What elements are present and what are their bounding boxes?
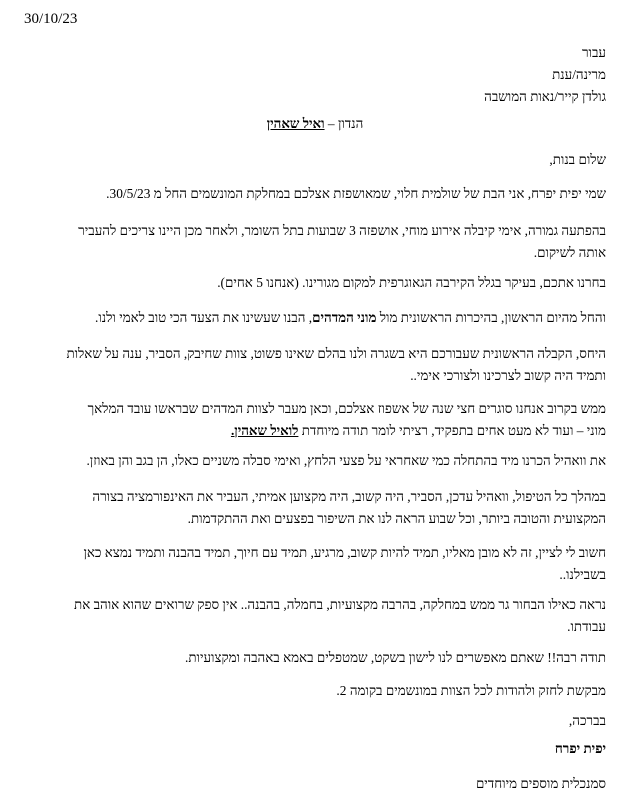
paragraph-thanks-line1: ממש בקרוב אנחנו סוגרים חצי שנה של אשפוז אצלכם, וכאן מעבר לצוות המדהים שבראשו עובד המלאך — [87, 401, 606, 416]
paragraph-important-line1: חשוב לי לציין, זה לא מובן מאליו, תמיד להיות קשוב, מרגיע, תמיד עם חיוך, תמיד בהבנה ותמיד נמצא כאן — [83, 545, 606, 560]
greeting: שלום בנות, — [549, 152, 606, 167]
recipients: מרינה/ענת — [552, 67, 606, 82]
letter-date: 30/10/23 — [24, 11, 78, 27]
paragraph-attitude-line1: היחס, הקבלה הראשונית שעבורכם היא בשגרה ולנו בהלם שאינו פשוט, צוות שחיבק, הסביר, ענה על שאלות — [66, 346, 606, 361]
thanks-text: מוני – ועוד לא מעט אחים בתפקיד, רציתי לומר תודה מיוחדת — [298, 423, 606, 438]
letter-subject — [0, 116, 630, 132]
paragraph-choice: בחרנו אתכם, בעיקר בגלל הקירבה הגאוגרפית למקום מגורינו. (אנחנו 5 אחים). — [217, 275, 606, 290]
paragraph-thanks-line2 — [21, 420, 606, 442]
organization: גולדן קייר/נאות המושבה — [484, 89, 606, 104]
paragraph-request: מבקשת לחזק ולהודות לכל הצוות במונשמים בקומה 2. — [336, 683, 606, 698]
paragraph-first-day — [21, 307, 606, 329]
paragraph-event-line1: בהפתעה גמורה, אימי קיבלה אירוע מוחי, אושפזה 3 שבועות בתל השומר, ולאחר מכן היינו צריכים להעביר — [78, 223, 606, 238]
paragraph-treatment-line1: במהלך כל הטיפול, וואהיל עדכן, הסביר, היה קשוב, היה מקצוען אמיתי, העביר את האינפורמציה בצורה — [92, 489, 606, 504]
closing: בברכה, — [568, 713, 606, 728]
paragraph-important-line2: בשבילנו.. — [559, 567, 606, 582]
thanks-name: לואיל שאהין. — [230, 423, 299, 438]
paragraph-attitude-line2: ותמיד היה קשוב לצרכינו ולצורכי אימי.. — [410, 368, 606, 383]
subject-name: ואיל שאהין — [266, 116, 325, 131]
paragraph-treatment-line2: המקצועית והטובה ביותר, וכל שבוע הראה לנו את השיפור בפצעים ואת ההתקדמות. — [187, 511, 606, 526]
to-label: עבור — [581, 45, 606, 60]
paragraph-thank-you: תודה רבה!! שאתם מאפשרים לנו לישון בשקט, שמטפלים באמא באהבה ומקצועיות. — [185, 650, 606, 665]
paragraph-pressure-wounds: את וואהיל הכרנו מיד בהתחלה כמי שאחראי על פצעי הלחץ, ואימי סבלה משניים כאלו, הן בגב והן באוזן. — [86, 453, 606, 468]
first-day-bold: מוני המדהים — [312, 310, 377, 325]
paragraph-event-line2: אותה לשיקום. — [533, 245, 606, 260]
first-day-text-a: והחל מהיום הראשון, בהיכרות הראשונית מול — [376, 310, 606, 325]
subject-prefix: הנדון – — [324, 116, 364, 131]
paragraph-intro: שמי יפית יפרח, אני הבת של שולמית חלוי, שמאושפזת אצלכם במחלקת המונשמים החל מ 30/5/23. — [106, 186, 606, 201]
signature-name: יפית יפרח — [554, 741, 606, 756]
first-day-text-b: , הבנו שעשינו את הצעד הכי טוב לאמי ולנו. — [95, 310, 313, 325]
paragraph-lives-here-line1: נראה כאילו הבחור גר ממש במחלקה, בהרבה מקצועיות, בחמלה, בהבנה.. אין ספק שרואים שהוא אוהב את — [74, 597, 606, 612]
signer-role: סמנכלית מוספים מיוחדים — [475, 776, 606, 791]
paragraph-lives-here-line2: עבודתו. — [567, 619, 606, 634]
